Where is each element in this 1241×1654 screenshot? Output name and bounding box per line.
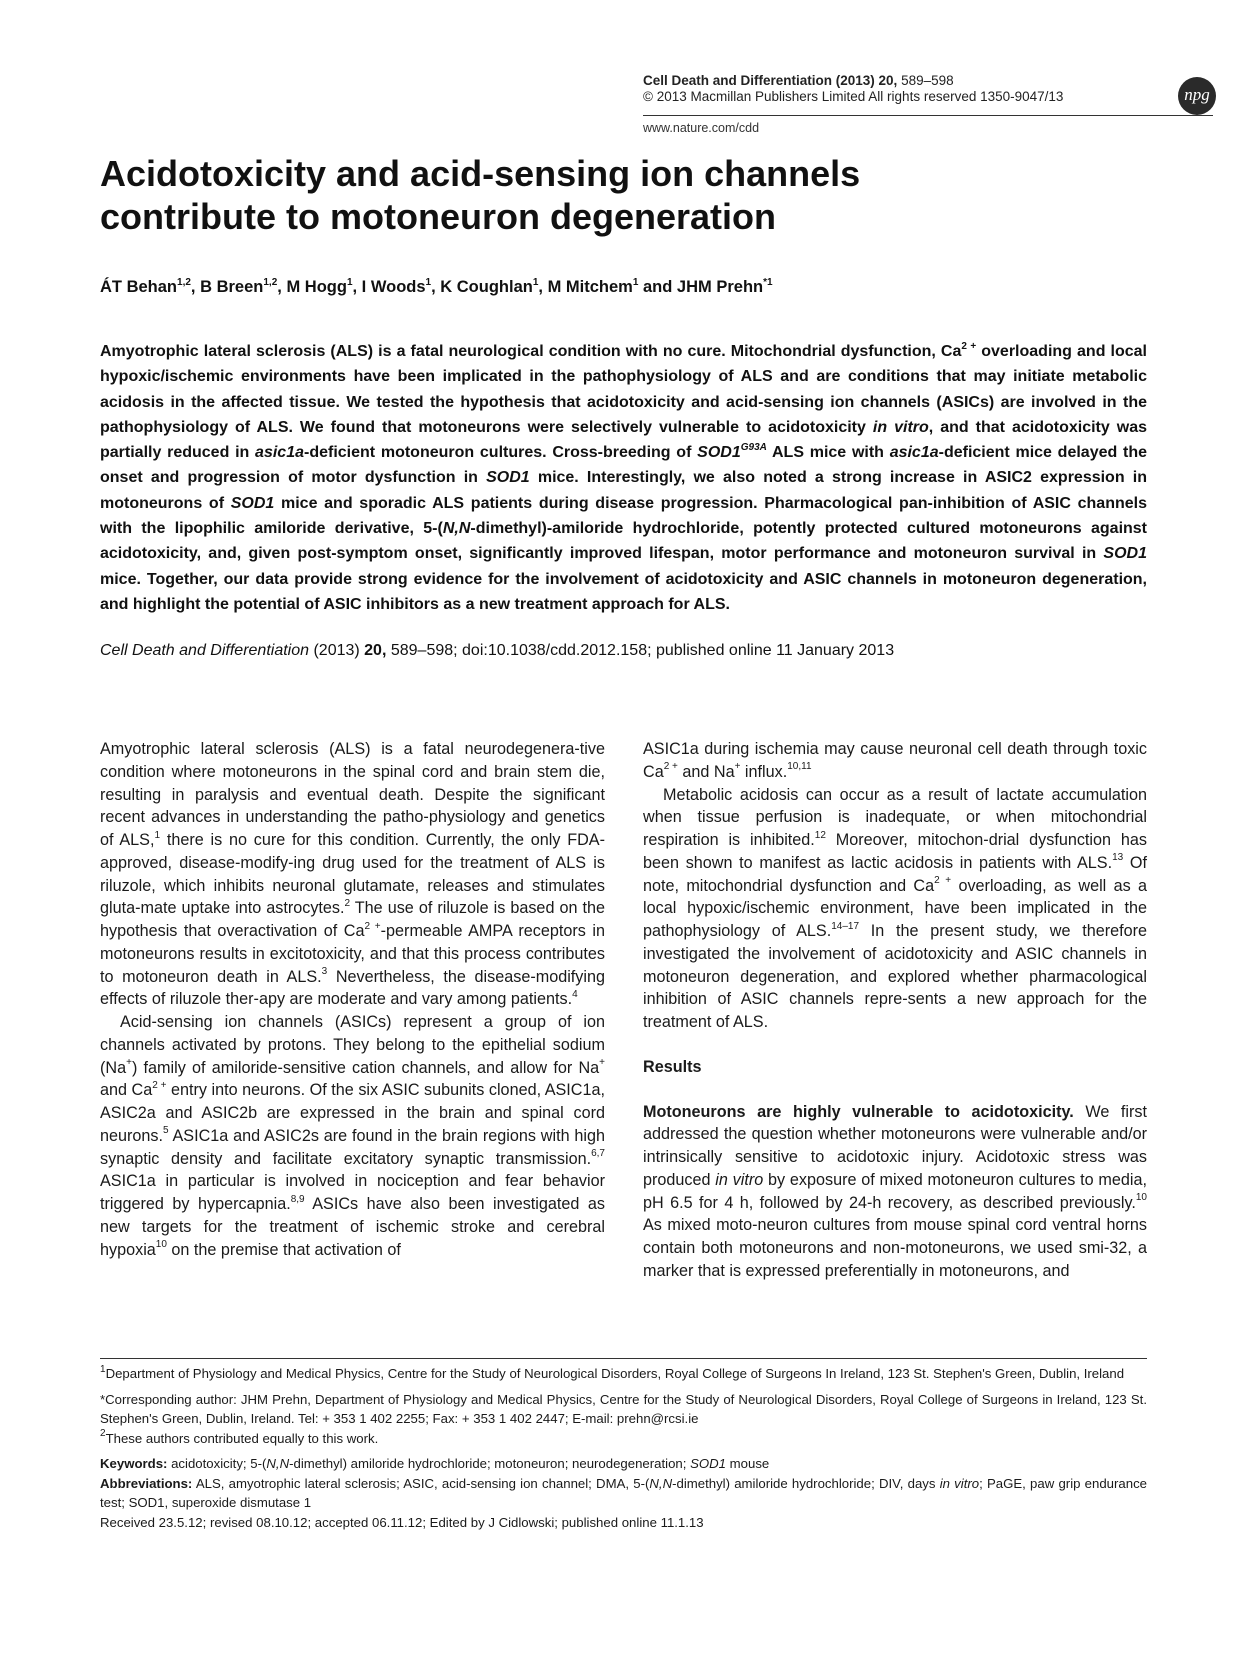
title-line-1: Acidotoxicity and acid-sensing ion channels (100, 153, 861, 194)
intro-paragraph-3: Metabolic acidosis can occur as a result of lactate accumulation when tissue perfusion is inadequate, or when mitochondrial respiration is inhibited.$^{12}$ Moreover, mitochon-drial dysfunction has been shown to manifest as lactic acidosis in patients with ALS.$^{13}$ Of note, mitochondrial dysfunction and $Ca^{2 +}$ overloading, as well as a local hypoxic/ischemic environment, have been implicated in the pathophysiology of ALS.$^{14-17}$ In the present study, we therefore investigated the involvement of acidotoxicity and ASIC channels in motoneuron degeneration, and explored whether pharmacological inhibition of ASIC channels repre-sents a new approach for the treatment of ALS. (643, 785, 1147, 1031)
intro-paragraph-2-continued: ASIC1a during ischemia may cause neuronal cell death through toxic $Ca^{2 +}$ and Na+ influx.$^{10,11}$ (643, 740, 1147, 781)
header-rule (643, 115, 1213, 116)
footnotes (100, 1364, 1147, 1532)
body-column-right (643, 738, 1147, 1283)
author: I Woods$^1$, (361, 276, 441, 296)
journal-pages: 589–598 (901, 73, 954, 88)
author-list (100, 278, 773, 297)
keywords: Keywords: acidotoxicity; 5-(N,N-dimethyl) amiloride hydrochloride; motoneuron; neurodegeneration; SOD1 mouse (100, 1456, 770, 1471)
affiliation-2: $^2$These authors contributed equally to this work. (100, 1428, 379, 1446)
title-line-2: contribute to motoneuron degeneration (100, 196, 776, 237)
footnote-rule (100, 1358, 1147, 1359)
author: ÁT Behan$^{1,2}$, (100, 276, 201, 296)
journal-url[interactable]: www.nature.com/cdd (643, 121, 760, 135)
results-paragraph-1: Motoneurons are highly vulnerable to acidotoxicity. We first addressed the question whether motoneurons were vulnerable and/or intrinsically sensitive to acidotoxic injury. Acidotoxic stress was produced in vitro by exposure of mixed motoneuron cultures to media, pH 6.5 for 4 h, followed by 24-h recovery, as described previously.$^{10}$ As mixed moto-neuron cultures from mouse spinal cord ventral horns contain both motoneurons and non-motoneurons, we used smi-32, a marker that is expressed preferentially in motoneurons, and (643, 1102, 1147, 1280)
corresponding-author: *Corresponding author: JHM Prehn, Department of Physiology and Medical Physics, Centre for the Study of Neurological Disorders, Royal College of Surgeons in Ireland, 123 St. Stephen's Green, Dublin, Ireland. Tel: + 353 1 402 2255; Fax: + 353 1 402 2447; E-mail: prehn@rcsi.ie (100, 1391, 1147, 1426)
article-title (100, 152, 1150, 238)
author: K Coughlan$^1$, (440, 276, 548, 296)
journal-citation-line (643, 73, 1123, 89)
journal-header (643, 73, 1123, 105)
journal-name: Cell Death and Differentiation (2013) 20, (643, 73, 898, 88)
author: JHM Prehn$^{*1}$ (676, 276, 773, 296)
author: M Mitchem$^1$ and (547, 276, 677, 296)
intro-paragraph-2: Acid-sensing ion channels (ASICs) represent a group of ion channels activated by protons. They belong to the epithelial sodium (Na+) family of amiloride-sensitive cation channels, and allow for Na+ and $Ca^{2 +}$ entry into neurons. Of the six ASIC subunits cloned, ASIC1a, ASIC2a and ASIC2b are expressed in the brain and spinal cord neurons.$^5$ ASIC1a and ASIC2s are found in the brain regions with high synaptic density and facilitate excitatory synaptic transmission.$^{6,7}$ ASIC1a in particular is involved in nociception and fear behavior triggered by hypercapnia.$^{8,9}$ ASICs have also been investigated as new targets for the treatment of ischemic stroke and cerebral hypoxia$^{10}$ on the premise that activation of (100, 1013, 606, 1259)
article-citation: Cell Death and Differentiation (2013) 20, 589–598; doi:10.1038/cdd.2012.158; published online 11 January 2013 (100, 642, 895, 659)
results-heading: Results (643, 1057, 702, 1076)
intro-paragraph-1: Amyotrophic lateral sclerosis (ALS) is a fatal neurodegenera-tive condition where motoneurons in the spinal cord and brain stem die, resulting in paralysis and eventual death. Despite the significant recent advances in understanding the patho-physiology and genetics of ALS,$^1$ there is no cure for this condition. Currently, the only FDA-approved, disease-modify-ing drug used for the treatment of ALS is riluzole, which inhibits neuronal glutamate, releases and stimulates gluta-mate uptake into astrocytes.$^2$ The use of riluzole is based on the hypothesis that overactivation of $Ca^{2 +}$-permeable AMPA receptors in motoneurons results in excitotoxicity, and that this process contributes to motoneuron death in ALS.$^3$ Nevertheless, the disease-modifying effects of riluzole ther-apy are moderate and vary among patients.$^4$ (100, 740, 605, 1009)
copyright-line: © 2013 Macmillan Publishers Limited All rights reserved 1350-9047/13 (643, 89, 1064, 104)
column-break-text: on the premise that activation of (166, 1240, 401, 1259)
results-subheading: Motoneurons are highly vulnerable to acidotoxicity. (643, 1102, 1074, 1121)
body-column-left (100, 738, 605, 1261)
received-dates: Received 23.5.12; revised 08.10.12; accepted 06.11.12; Edited by J Cidlowski; published online 11.1.13 (100, 1514, 704, 1530)
author: B Breen$^{1,2}$, (200, 276, 287, 296)
abbreviations: Abbreviations: ALS, amyotrophic lateral sclerosis; ASIC, acid-sensing ion channel; DMA, 5-(N,N-dimethyl) amiloride hydrochloride; DIV, days in vitro; PaGE, paw grip endurance test; SOD1, superoxide dismutase 1 (100, 1475, 1147, 1510)
author: M Hogg$^1$, (286, 276, 362, 296)
affiliation-1: $^1$Department of Physiology and Medical Physics, Centre for the Study of Neurological Disorders, Royal College of Surgeons In Ireland, 123 St. Stephen's Green, Dublin, Ireland (100, 1363, 1125, 1381)
abstract: Amyotrophic lateral sclerosis (ALS) is a fatal neurological condition with no cure. Mitochondrial dysfunction, $Ca^{2 +}$ overloading and local hypoxic/ischemic environments have been implicated in the pathophysiology of ALS and are conditions that may initiate metabolic acidosis in the affected tissue. We tested the hypothesis that acidotoxicity and acid-sensing ion channels (ASICs) are involved in the pathophysiology of ALS. We found that motoneurons were selectively vulnerable to acidotoxicity in vitro, and that acidotoxicity was partially reduced in asic1a-deficient motoneuron cultures. Cross-breeding of $SOD1^{G93A}$ ALS mice with asic1a-deficient mice delayed the onset and progression of motor dysfunction in SOD1 mice. Interestingly, we also noted a strong increase in ASIC2 expression in motoneurons of SOD1 mice and sporadic ALS patients during disease progression. Pharmacological pan-inhibition of ASIC channels with the lipophilic amiloride derivative, 5-(N,N-dimethyl)-amiloride hydrochloride, potently protected cultured motoneurons against acidotoxicity, and, given post-symptom onset, significantly improved lifespan, motor performance and motoneuron survival in SOD1 mice. Together, our data provide strong evidence for the involvement of acidotoxicity and ASIC channels in motoneuron degeneration, and highlight the potential of ASIC inhibitors as a new treatment approach for ALS. (100, 340, 1148, 613)
npg-logo: npg (1178, 77, 1216, 115)
